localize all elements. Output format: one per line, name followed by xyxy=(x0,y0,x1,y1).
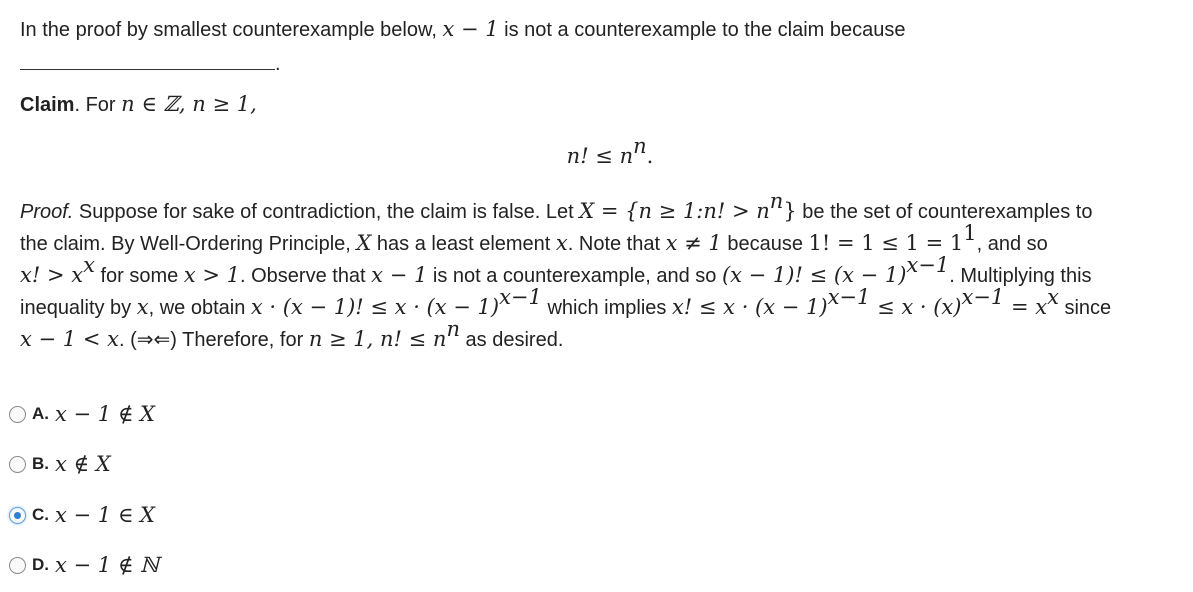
claim-condition: n ∈ ℤ, n ≥ 1, xyxy=(121,92,257,116)
choice-d-math: x − 1 ∉ ℕ xyxy=(55,553,160,577)
choice-b[interactable]: B. x ∉ X xyxy=(9,452,111,476)
proof-line-4: inequality by x, we obtain x · (x − 1)! ≤ $x \cdot (x - 1)^{x-1}$ which implies x! ≤ $x \cdot (x - 1)^{x-1} \le x \cdot (x)^{x-1} = x^x$ since xyxy=(20,285,1112,319)
proof-line-2: the claim. By Well-Ordering Principle, X has a least element x. Note that x ≠ 1 because 1! = $1 \le 1 = 1^1$, and so xyxy=(20,221,1048,255)
choice-a[interactable]: A. x − 1 ∉ X xyxy=(9,402,155,426)
choice-c-math: x − 1 ∈ X xyxy=(55,503,155,527)
proof-line-3: x! > $x^x$ for some x > 1. Observe that x − 1 is not a counterexample, and so (x − 1)! ≤ $(x - 1)^{x-1}$. Multiplying this xyxy=(20,253,1092,287)
math-x-minus-1: x − 1 xyxy=(442,17,499,41)
choice-a-math: x − 1 ∉ X xyxy=(55,402,155,426)
claim-statement: Claim. For n ∈ ℤ, n ≥ 1, xyxy=(20,92,257,116)
radio-a[interactable] xyxy=(9,406,26,423)
radio-d[interactable] xyxy=(9,557,26,574)
proof-line-5: x − 1 < x. (⇒⇐) Therefore, for n ≥ 1, n! ≤ $n^n$ as desired. xyxy=(20,317,564,351)
claim-label: Claim xyxy=(20,94,75,116)
choice-c[interactable]: C. x − 1 ∈ X xyxy=(9,503,155,527)
question-text: In the proof by smallest counterexample below, x − 1 is not a counterexample to the claim because xyxy=(20,17,906,41)
claim-display-equation: n! ≤ $n^n$. xyxy=(566,133,654,168)
choice-d[interactable]: D. x − 1 ∉ ℕ xyxy=(9,553,159,577)
answer-blank-row: . xyxy=(20,50,281,76)
choice-b-math: x ∉ X xyxy=(55,452,111,476)
radio-c-selected[interactable] xyxy=(9,507,26,524)
answer-blank xyxy=(20,50,275,70)
radio-b[interactable] xyxy=(9,456,26,473)
proof-label: Proof. xyxy=(20,201,74,223)
proof-line-1: Proof. Suppose for sake of contradiction, the claim is false. Let X = {n ≥ 1:n! > $n^n$} be the set of counterexamples to xyxy=(20,189,1093,223)
